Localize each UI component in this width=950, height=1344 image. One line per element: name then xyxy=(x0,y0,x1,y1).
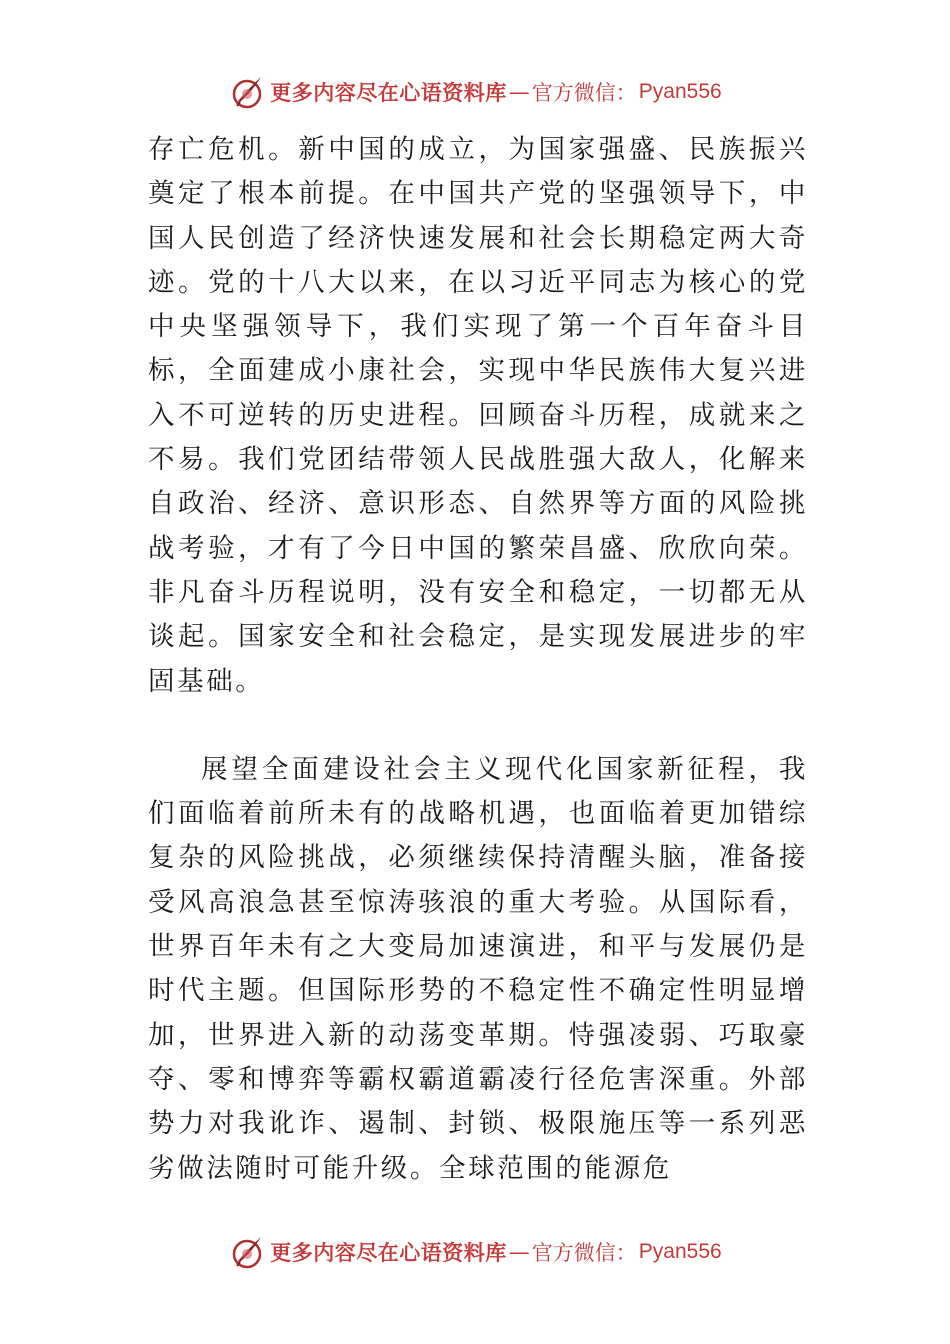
header-wechat-label: 官方微信： xyxy=(531,81,637,105)
document-body xyxy=(148,128,808,1191)
footer-wechat-label: 官方微信： xyxy=(531,1241,637,1265)
header-site-name: 更多内容尽在心语资料库 xyxy=(270,80,507,105)
paragraph-gap xyxy=(148,704,808,748)
footer-site-name: 更多内容尽在心语资料库 xyxy=(270,1240,507,1265)
header-separator: — xyxy=(508,80,530,104)
header-banner xyxy=(0,70,950,114)
paragraph-1: 存亡危机。新中国的成立，为国家强盛、民族振兴奠定了根本前提。在中国共产党的坚强领导下，中国人民创造了经济快速发展和社会长期稳定两大奇迹。党的十八大以来，在以习近平同志为核心的党中央坚强领导下，我们实现了第一个百年奋斗目标，全面建成小康社会，实现中华民族伟大复兴进入不可逆转的历史进程。回顾奋斗历程，成就来之不易。我们党团结带领人民战胜强大敌人，化解来自政治、经济、意识形态、自然界等方面的风险挑战考验，才有了今日中国的繁荣昌盛、欣欣向荣。非凡奋斗历程说明，没有安全和稳定，一切都无从谈起。国家安全和社会稳定，是实现发展进步的牢固基础。 xyxy=(148,134,808,697)
footer-banner xyxy=(0,1230,950,1274)
footer-separator: — xyxy=(508,1240,530,1264)
quill-logo-icon xyxy=(228,73,266,111)
header-wechat-id: Pyan556 xyxy=(638,80,722,103)
footer-wechat-id: Pyan556 xyxy=(638,1240,722,1263)
paragraph-2: 展望全面建设社会主义现代化国家新征程，我们面临着前所未有的战略机遇，也面临着更加错综复杂的风险挑战，必须继续保持清醒头脑，准备接受风高浪急甚至惊涛骇浪的重大考验。从国际看，世界百年未有之大变局加速演进，和平与发展仍是时代主题。但国际形势的不稳定性不确定性明显增加，世界进入新的动荡变革期。恃强凌弱、巧取豪夺、零和博弈等霸权霸道霸凌行径危害深重。外部势力对我讹诈、遏制、封锁、极限施压等一系列恶劣做法随时可能升级。全球范围的能源危 xyxy=(148,753,808,1184)
quill-logo-icon xyxy=(228,1233,266,1271)
